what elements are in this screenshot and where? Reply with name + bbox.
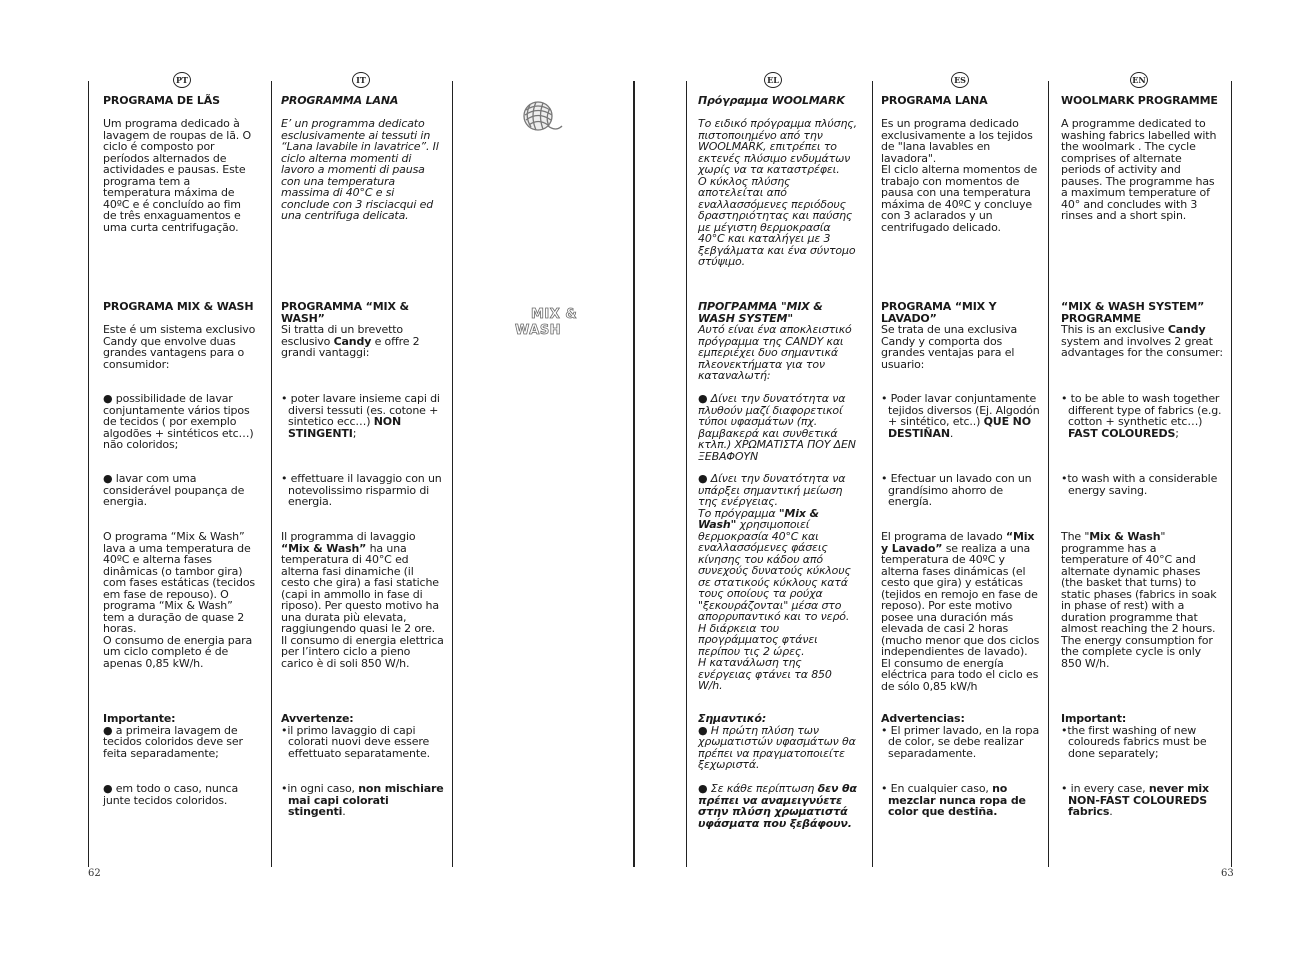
badge-pt: PT xyxy=(173,72,191,88)
el-mix-energy: Η κατανάλωση της ενέργειας φτάνει τα 850 W/h. xyxy=(698,656,832,692)
badge-en: EN xyxy=(1130,72,1148,88)
es-bullet-1: • Poder lavar conjuntamente tejidos diversos (Ej. Algodón + sintético, etc..) QUE NO DESTIÑAN. xyxy=(881,392,1040,440)
pt-mix-intro: Este é um sistema exclusivo Candy que envolve duas grandes vantagens para o consumidor: xyxy=(103,323,256,371)
wool-ball-icon xyxy=(518,96,564,136)
pt-wool-title: PROGRAMA DE LÃS xyxy=(103,94,220,107)
el-important-2: ● Σε κάθε περίπτωση δεν θα πρέπει να αναμειγνύετε στην πλύση χρωματιστά υφάσματα που ξεβάφουν. xyxy=(698,782,857,830)
pt-mix-title: PROGRAMA MIX & WASH xyxy=(103,300,254,313)
pt-important-1: ● a primeira lavagem de tecidos coloridos deve ser feita separadamente; xyxy=(103,723,243,760)
rule-right-outer xyxy=(1231,81,1232,867)
es-mix-desc: El programa de lavado “Mix y Lavado” se realiza a una temperatura de 40ºC y alterna fases dinámicas (el cesto que gira) y estáticas (tejidos en remojo en fase de reposo). Por este motivo posee una duración más elevada de casi 2 horas (mucho menor que dos ciclos independientes de lavado). xyxy=(881,530,1040,658)
es-wool-title: PROGRAMA LANA xyxy=(881,94,988,107)
column-en xyxy=(1061,94,1223,818)
es-mix-intro: Se trata de una exclusiva Candy y comporta dos grandes ventajas para el usuario: xyxy=(881,323,1018,371)
el-important-title: Σημαντικό: xyxy=(698,712,767,725)
pt-bullet-1: ● possibilidade de lavar conjuntamente vários tipos de tecidos ( por exemplo algodões + sintéticos etc…) não coloridos; xyxy=(103,392,254,451)
en-bullet-2: •to wash with a considerable energy saving. xyxy=(1061,472,1218,497)
it-bullet-2: • effettuare il lavaggio con un notevolissimo risparmio di energia. xyxy=(281,472,442,508)
en-wool-body: A programme dedicated to washing fabrics labelled with the woolmark . The cycle comprises of alternate periods of activity and pauses. The programme has a maximum temperature of 40° and concludes with 3 rinses and a short spin. xyxy=(1061,117,1217,222)
column-pt xyxy=(103,95,257,815)
column-it xyxy=(281,94,445,818)
el-bullet-2: ● Δίνει την δυνατότητα να υπάρξει σημαντική μείωση της ενέργειας. xyxy=(698,472,846,508)
mix-wash-logo xyxy=(515,307,577,339)
el-mix-intro: Αυτό είναι ένα αποκλειστικό πρόγραμμα της CANDY και εμπεριέχει δυο σημαντικά πλεονεκτήματα για τον καταναλωτή: xyxy=(698,323,852,382)
rule-page-center xyxy=(633,81,635,867)
it-important-title: Avvertenze: xyxy=(281,712,354,725)
es-mix-title: PROGRAMA “MIX Y LAVADO” xyxy=(881,300,997,325)
es-important-1: • El primer lavado, en la ropa de color, se debe realizar separadamente. xyxy=(881,723,1040,760)
pt-bullet-2: ● lavar com uma considerável poupança de energia. xyxy=(103,472,245,508)
el-bullet-1: ● Δίνει την δυνατότητα να πλυθούν μαζί διαφορετικοί τύποι υφασμάτων (πχ. βαμβακερά και συνθετικά κτλπ.) ΧΡΩΜΑΤΙΣΤΑ ΠΟΥ ΔΕΝ ΞΕΒΑΦΟΥΝ xyxy=(698,392,856,463)
el-wool-title: Πρόγραμμα WOOLMARK xyxy=(698,94,845,107)
en-important-1: •the first washing of new coloureds fabrics must be done separately; xyxy=(1061,723,1207,760)
it-important-1: •il primo lavaggio di capi colorati nuovi deve essere effettuato separatamente. xyxy=(281,723,430,760)
el-wool-body: Το ειδικό πρόγραμμα πλύσης, πιστοποιημένο από την WOOLMARK, επιτρέπει το εκτενές πλύσιμο ενδυμάτων χωρίς να τα καταστρέφει. xyxy=(698,117,857,176)
en-bullet-1: • to be able to wash together different type of fabrics (e.g. cotton + synthetic etc…) FAST COLOUREDS; xyxy=(1061,392,1222,440)
it-mix-title: PROGRAMMA “MIX & WASH” xyxy=(281,300,409,325)
es-important-2: • En cualquier caso, no mezclar nunca ropa de color que destiña. xyxy=(881,782,1026,818)
it-brand-candy: Candy xyxy=(333,334,372,348)
es-wool-body: Es un programa dedicado exclusivamente a los tejidos de "lana lavables en lavadora". xyxy=(881,117,1033,165)
rule-el-left xyxy=(686,81,687,867)
badge-es: ES xyxy=(951,72,969,88)
en-brand-candy: Candy xyxy=(1167,323,1206,336)
rule-es-en xyxy=(1048,81,1049,867)
pt-important-2: ● em todo o caso, nunca junte tecidos coloridos. xyxy=(103,782,239,807)
page-number-left: 62 xyxy=(88,868,101,879)
en-important-title: Important: xyxy=(1061,712,1127,725)
pt-mix-energy: O consumo de energia para um ciclo completo é de apenas 0,85 kW/h. xyxy=(103,633,253,670)
rule-el-es xyxy=(872,81,873,867)
mix-wash-logo-line2: WASH xyxy=(515,323,562,338)
pt-mix-desc: O programa “Mix & Wash” lava a uma temperatura de 40ºC e alterna fases dinâmicas (o tambor gira) com fases estáticas (tecidos em fase de repouso). O programa “Mix & Wash” tem a duração de quase 2 horas. xyxy=(103,530,255,635)
it-wool-body: E’ un programma dedicato esclusivamente ai tessuti in “Lana lavabile in lavatrice”. Il ciclo alterna momenti di lavoro a momenti di pausa con una temperatura massima di 40°C e si conclude con 3 risciacqui ed una centrifuga delicata. xyxy=(281,117,439,222)
column-es xyxy=(881,94,1041,818)
it-mix-desc: Il programma di lavaggio “Mix & Wash” ha una temperatura di 40°C ed alterna fasi dinamiche (il cesto che gira) a fasi statiche (capi in ammollo in fase di riposo). Per questo motivo ha una durata più elevata, raggiungendo quasi le 2 ore. xyxy=(281,530,439,635)
es-wool-body-2: El ciclo alterna momentos de trabajo con momentos de pausa con una temperatura máxima de 40ºC y concluye con 3 aclarados y un centrifugado delicado. xyxy=(881,163,1038,234)
en-mix-desc: The "Mix & Wash" programme has a temperature of 40°C and alternate dynamic phases (the basket that turns) to static phases (fabrics in soak in phase of rest) with a duration programme that almost reaching the 2 hours. xyxy=(1061,530,1217,635)
es-important-title: Advertencias: xyxy=(881,712,965,725)
en-important-2: • in every case, never mix NON-FAST COLOUREDS fabrics. xyxy=(1061,782,1209,818)
pt-important-title: Importante: xyxy=(103,712,176,725)
it-wool-title: PROGRAMMA LANA xyxy=(281,94,399,107)
es-mix-energy: El consumo de energía eléctrica para todo el ciclo es de sólo 0,85 kW/h xyxy=(881,656,1039,693)
page-number-right: 63 xyxy=(1221,868,1234,879)
rule-pt-it xyxy=(271,81,272,867)
en-mix-energy: The energy consumption for the complete cycle is only 850 W/h. xyxy=(1061,633,1213,670)
it-mix-energy: Il consumo di energia elettrica per l’intero ciclo a pieno carico è di soli 850 W/h. xyxy=(281,633,444,670)
en-mix-title: “MIX & WASH SYSTEM” PROGRAMME xyxy=(1061,300,1205,325)
en-wool-title: WOOLMARK PROGRAMME xyxy=(1061,94,1218,107)
pt-wool-body: Um programa dedicado à lavagem de roupas de lã. O ciclo é composto por períodos alternados de actividades e pausas. Este programa tem a temperatura máxima de 40ºC e é concluído ao fim de três enxaguamentos e uma curta centrifugação. xyxy=(103,117,251,234)
rule-it-logo xyxy=(452,81,453,867)
es-bullet-2: • Efectuar un lavado con un grandísimo ahorro de energía. xyxy=(881,472,1032,508)
el-wool-body-2: Ο κύκλος πλύσης αποτελείται από εναλλασσόμενες περιόδους δραστηριότητας και παύσης με μέγιστη θερμοκρασία 40°C και καταλήγει με 3 ξεβγάλματα και ένα σύντομο στύψιμο. xyxy=(698,174,856,268)
en-mix-intro: This is an exclusive Candy system and involves 2 great advantages for the consumer: xyxy=(1061,323,1223,359)
el-mix-title: ΠΡΟΓΡΑΜΜΑ "MIX & WASH SYSTEM" xyxy=(698,300,823,325)
badge-el: EL xyxy=(764,72,782,88)
it-bullet-1: • poter lavare insieme capi di diversi tessuti (es. cotone + sintetico ecc…) NON STINGENTI; xyxy=(281,392,440,440)
mix-wash-logo-line1: MIX & xyxy=(531,307,578,322)
rule-left-outer xyxy=(88,81,89,867)
it-mix-intro: Si tratta di un brevetto esclusivo Candy e offre 2 grandi vantaggi: xyxy=(281,323,420,359)
el-important-1: ● Η πρώτη πλύση των χρωματιστών υφασμάτων θα πρέπει να πραγματοποιείτε ξεχωριστά. xyxy=(698,723,856,771)
it-important-2: •in ogni caso, non mischiare mai capi colorati stingenti. xyxy=(281,782,444,818)
badge-it: IT xyxy=(352,72,370,88)
el-mix-desc: Το πρόγραμμα "Mix & Wash" χρησιμοποιεί θερμοκρασία 40°C και εναλλασσόμενες φάσεις κίνησης του κάδου από συνεχούς δυνατούς κύκλους σε στατικούς κύκλους κατά τους οποίους τα ρούχα "ξεκουράζονται" μέσα στο απορρυπαντικό και το νερό. Η διάρκεια του προγράμματος φτάνει περίπου τις 2 ώρες. xyxy=(698,506,851,658)
column-el xyxy=(698,95,858,835)
